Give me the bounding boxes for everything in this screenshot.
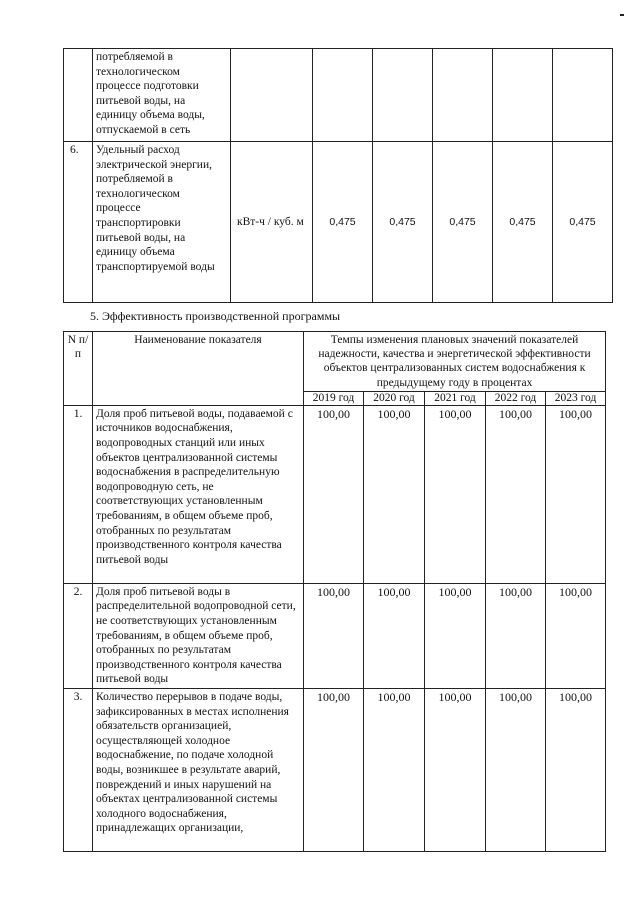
- unit-cell: [231, 49, 313, 142]
- table-row: [64, 688, 606, 851]
- section-title: 5. Эффективность производственной программы: [90, 309, 341, 323]
- value-cell: 100,00: [364, 583, 425, 688]
- column-header-year: 2021 год: [425, 391, 486, 405]
- table-row: [64, 142, 613, 303]
- value-cell: 100,00: [304, 583, 364, 688]
- indicator-name: потребляемой в технологическом процессе подготовки питьевой воды, на единицу объема воды, отпускаемой в сеть: [93, 49, 231, 142]
- value-cell: 0,475: [373, 142, 433, 303]
- value-cell: 100,00: [425, 583, 486, 688]
- value-cell: [373, 49, 433, 142]
- value-cell: 0,475: [433, 142, 493, 303]
- value-cell: 100,00: [546, 583, 606, 688]
- value-cell: 100,00: [425, 688, 486, 851]
- row-number: [64, 49, 93, 142]
- row-number: 1.: [64, 405, 93, 583]
- value-cell: [553, 49, 613, 142]
- table-row: [64, 583, 606, 688]
- scan-mark: [620, 14, 624, 16]
- value-cell: [313, 49, 373, 142]
- value-cell: 100,00: [304, 688, 364, 851]
- column-header-year: 2023 год: [546, 391, 606, 405]
- value-cell: 100,00: [546, 688, 606, 851]
- row-number: 3.: [64, 688, 93, 851]
- row-number: 6.: [64, 142, 93, 303]
- column-header-number: N п/п: [64, 332, 93, 406]
- value-cell: 100,00: [425, 405, 486, 583]
- indicator-name: Доля проб питьевой воды в распределительной водопроводной сети, не соответствующих установленным требованиям, в общем объеме проб, отобранных по результатам производственного контроля качества питьевой воды: [93, 583, 304, 688]
- column-header-rates: Темпы изменения плановых значений показателей надежности, качества и энергетической эффективности объектов централизованных систем водоснабжения к предыдущему году в процентах: [304, 332, 606, 392]
- column-header-year: 2020 год: [364, 391, 425, 405]
- energy-consumption-table: [63, 48, 613, 303]
- value-cell: 100,00: [364, 405, 425, 583]
- table-row: [64, 49, 613, 142]
- value-cell: 0,475: [553, 142, 613, 303]
- value-cell: [433, 49, 493, 142]
- unit-cell: кВт-ч / куб. м: [231, 142, 313, 303]
- value-cell: 0,475: [313, 142, 373, 303]
- column-header-name: Наименование показателя: [93, 332, 304, 406]
- column-header-year: 2019 год: [304, 391, 364, 405]
- column-header-year: 2022 год: [486, 391, 546, 405]
- value-cell: 100,00: [486, 688, 546, 851]
- indicator-name: Доля проб питьевой воды, подаваемой с источников водоснабжения, водопроводных станций или иных объектов централизованной системы водоснабжения в распределительную водопроводную сеть, не соответствующих установленным требованиям, в общем объеме проб, отобранных по результатам производственного контроля качества питьевой воды: [93, 405, 304, 583]
- value-cell: 100,00: [546, 405, 606, 583]
- value-cell: 100,00: [486, 405, 546, 583]
- value-cell: [493, 49, 553, 142]
- row-number: 2.: [64, 583, 93, 688]
- indicator-name: Удельный расход электрической энергии, потребляемой в технологическом процессе транспортировки питьевой воды, на единицу объема транспортируемой воды: [93, 142, 231, 303]
- value-cell: 100,00: [364, 688, 425, 851]
- value-cell: 0,475: [493, 142, 553, 303]
- indicator-name: Количество перерывов в подаче воды, зафиксированных в местах исполнения обязательств организацией, осуществляющей холодное водоснабжение, по подаче холодной воды, возникшее в результате аварий, повреждений и иных нарушений на объектах централизованной системы холодного водоснабжения, принадлежащих организации,: [93, 688, 304, 851]
- value-cell: 100,00: [304, 405, 364, 583]
- table-row: [64, 405, 606, 583]
- value-cell: 100,00: [486, 583, 546, 688]
- table-header-row: [64, 332, 606, 392]
- efficiency-table: [63, 331, 606, 852]
